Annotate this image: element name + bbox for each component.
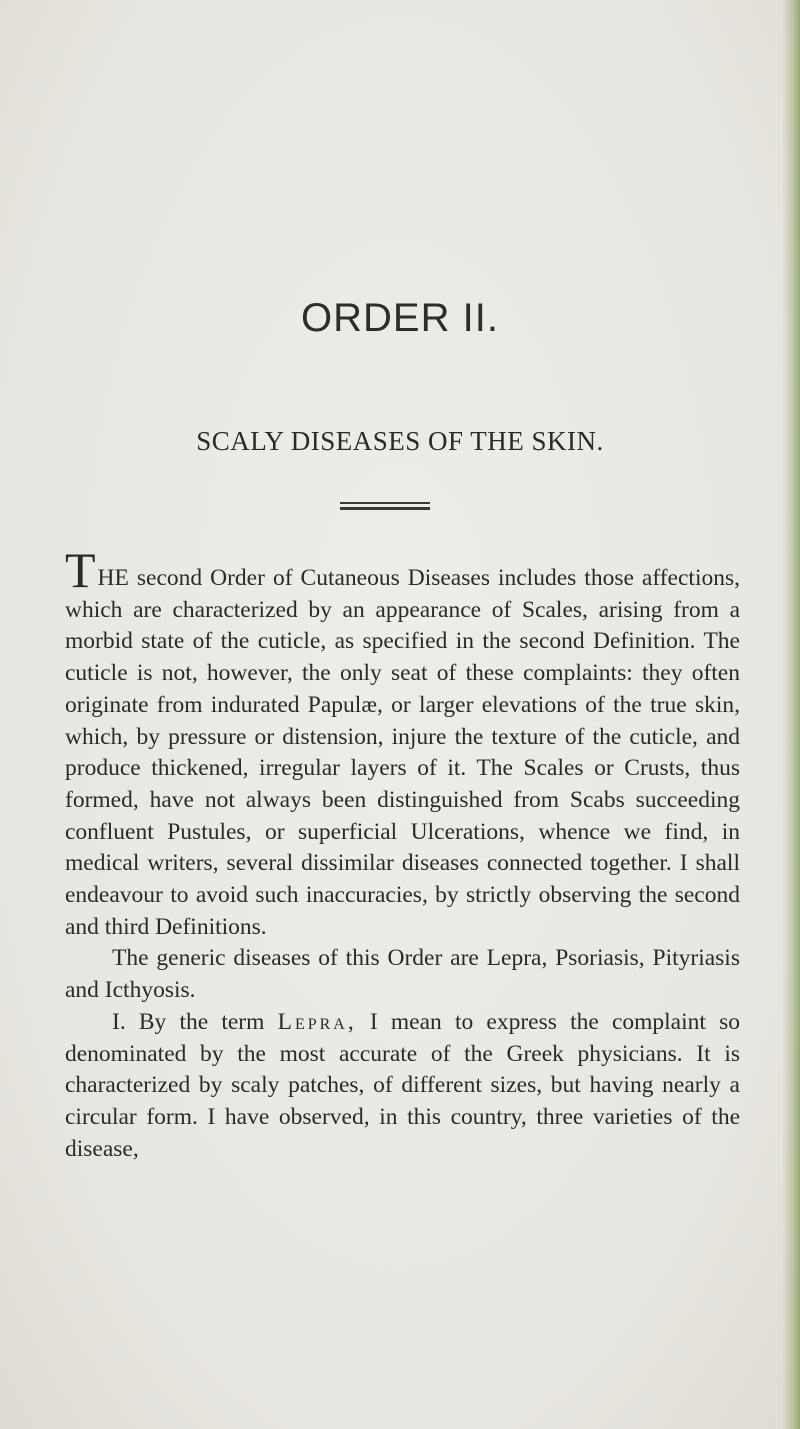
- paragraph-lepra-lead: I. By the term: [112, 1008, 265, 1035]
- term-lepra: Lepra,: [277, 1008, 357, 1035]
- decorative-double-rule: [340, 502, 430, 511]
- section-title: SCALY DISEASES OF THE SKIN.: [196, 426, 604, 456]
- paragraph-intro-text: HE second Order of Cutaneous Diseases includes those affections, which are characterized by an appearance of Scales, arising from a morbid state of the cuticle, as specified in the second Definition. The cuticle is not, however, the only seat of these complaints: they often originate from indurated Papulæ, or larger elevations of the true skin, which, by pressure or distension, injure the texture of the cuticle, and produce thickened, irregular layers of it. The Scales or Crusts, thus formed, have not always been distinguished from Scabs succeeding confluent Pustules, or superficial Ulcerations, whence we find, in medical writers, several dissimilar diseases connected together. I shall endeavour to avoid such inaccuracies, by strictly observing the second and third Definitions.: [65, 565, 740, 940]
- drop-cap: T: [65, 542, 96, 598]
- order-title: ORDER II.: [301, 296, 499, 340]
- paragraph-genera: The generic diseases of this Order are Lepra, Psoriasis, Pityriasis and Icthyosis.: [65, 945, 740, 1004]
- paragraph-lepra: [65, 1007, 740, 1166]
- body-text: [65, 542, 740, 1165]
- rule-line-thick: [340, 507, 430, 510]
- rule-line-thin: [340, 502, 430, 504]
- page-edge-shadow: [782, 0, 800, 1429]
- paragraph-intro: [65, 542, 740, 943]
- paragraph-lepra-text: I mean to express the complaint so denominated by the most accurate of the Greek physicians. It is characterized by scaly patches, of different sizes, but having nearly a circular form. I have observed, in this country, three varieties of the disease,: [65, 1008, 740, 1162]
